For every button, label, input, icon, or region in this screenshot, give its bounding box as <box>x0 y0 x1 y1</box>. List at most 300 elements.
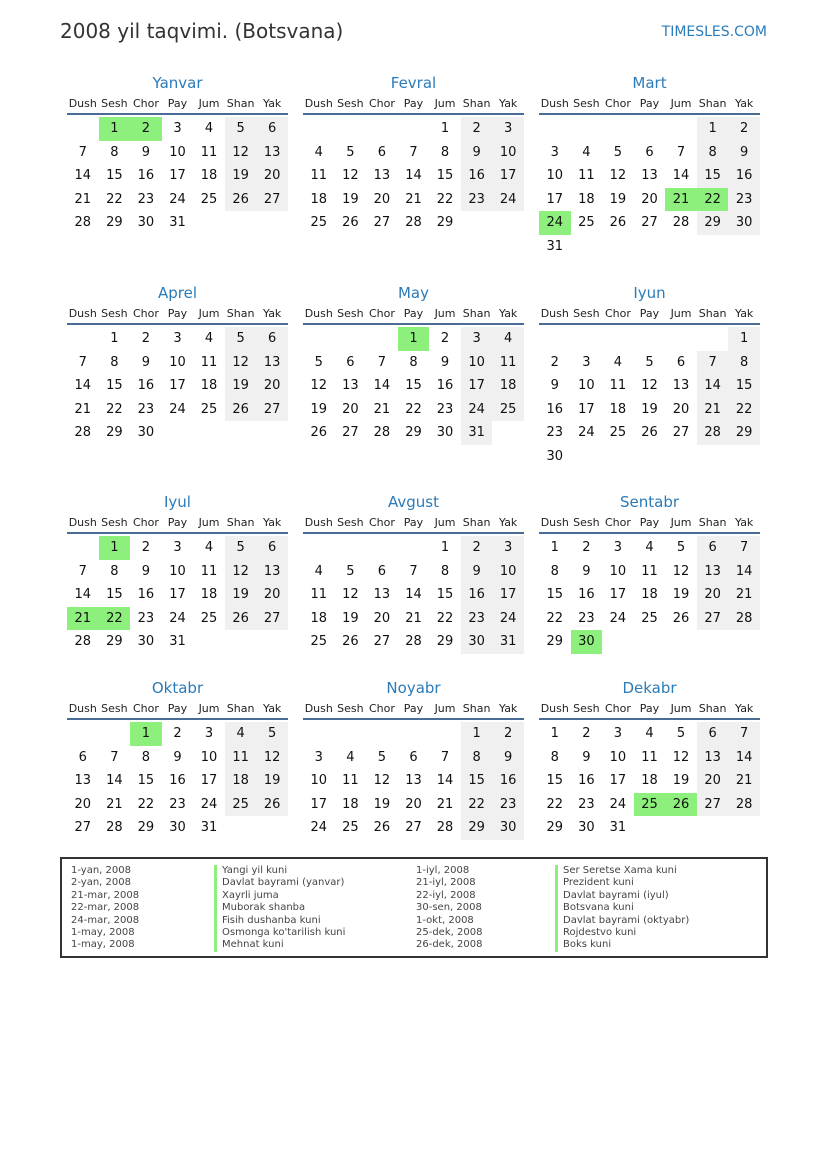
empty-cell <box>335 117 367 141</box>
weekday-label: Shan <box>698 515 727 529</box>
day-cell: 15 <box>728 374 760 398</box>
day-cell: 2 <box>440 331 450 346</box>
day-cell: 16 <box>492 769 524 793</box>
weekday-label: Dush <box>540 515 569 529</box>
month-name: Oktabr <box>151 679 204 697</box>
week-row <box>303 117 524 141</box>
weekday-header <box>539 512 760 534</box>
week-row <box>67 630 288 654</box>
day-cell: 18 <box>342 796 359 812</box>
month-iyun <box>539 283 760 468</box>
empty-cell <box>697 235 729 259</box>
weekday-label: Chor <box>132 515 159 529</box>
week-row <box>303 607 524 631</box>
day-cell: 17 <box>609 773 627 788</box>
day-cell: 28 <box>728 607 760 631</box>
day-cell: 31 <box>609 820 627 835</box>
weekday-header <box>303 698 524 720</box>
day-cell: 24 <box>578 425 595 440</box>
day-cell: 7 <box>377 354 387 370</box>
day-cell: 10 <box>169 354 186 370</box>
day-cell: 15 <box>405 378 422 393</box>
weekday-label: Jum <box>670 515 692 529</box>
legend-date: 25-dek, 2008 <box>416 926 483 938</box>
day-cell: 13 <box>697 560 729 584</box>
day-cell: 18 <box>310 610 328 626</box>
week-row <box>67 536 288 560</box>
day-cell: 15 <box>697 164 729 188</box>
empty-cell <box>665 816 697 840</box>
day-cell: 17 <box>169 587 186 602</box>
day-cell: 20 <box>697 583 729 607</box>
day-cell: 22 <box>436 610 454 626</box>
day-cell: 6 <box>676 354 686 370</box>
day-cell: 18 <box>578 191 595 207</box>
week-row <box>67 607 288 631</box>
weekday-label: Sesh <box>337 306 364 320</box>
empty-cell <box>571 117 603 141</box>
day-cell: 23 <box>546 425 564 440</box>
day-cell: 7 <box>728 722 760 746</box>
day-cell: 3 <box>613 726 623 741</box>
day-cell: 25 <box>310 215 328 230</box>
weekday-header <box>67 698 288 720</box>
day-cell: 25 <box>634 793 666 817</box>
week-row <box>303 164 524 188</box>
day-cell: 8 <box>409 354 418 370</box>
day-cell: 27 <box>672 425 690 440</box>
empty-cell <box>602 235 634 259</box>
day-cell: 15 <box>546 773 564 788</box>
empty-cell <box>634 235 666 259</box>
empty-cell <box>602 445 634 469</box>
day-cell: 8 <box>550 749 559 765</box>
day-cell: 27 <box>74 820 92 835</box>
day-cell: 25 <box>578 215 595 230</box>
empty-cell <box>634 816 666 840</box>
month-name: Noyabr <box>386 679 441 697</box>
day-cell: 2 <box>492 722 524 746</box>
empty-cell <box>193 421 225 445</box>
weekday-label: Dush <box>68 515 97 529</box>
day-cell: 27 <box>342 425 359 440</box>
weekday-label: Sesh <box>101 515 128 529</box>
day-cell: 4 <box>225 722 257 746</box>
weekday-label: Dush <box>304 515 333 529</box>
day-cell: 23 <box>578 610 595 626</box>
empty-cell <box>303 536 335 560</box>
day-cell: 29 <box>436 215 454 230</box>
empty-cell <box>366 327 398 351</box>
day-cell: 19 <box>310 401 328 417</box>
day-cell: 4 <box>314 144 323 160</box>
day-cell: 5 <box>346 563 355 579</box>
weekday-label: Yak <box>498 306 518 320</box>
weekday-label: Shan <box>462 306 491 320</box>
day-cell: 14 <box>436 773 454 788</box>
day-cell: 6 <box>645 144 654 160</box>
day-cell: 27 <box>697 793 729 817</box>
day-cell: 28 <box>672 215 690 230</box>
day-cell: 22 <box>99 607 131 631</box>
weekday-label: Sesh <box>337 701 364 715</box>
week-row <box>539 746 760 770</box>
month-aprel <box>67 283 288 445</box>
day-cell: 4 <box>204 121 214 136</box>
empty-cell <box>256 816 288 840</box>
day-cell: 17 <box>169 378 186 393</box>
day-cell: 8 <box>110 563 119 579</box>
weekday-label: Shan <box>462 96 491 110</box>
day-cell: 4 <box>204 331 214 346</box>
legend-holiday-name: Yangi yil kuni <box>214 865 345 877</box>
day-cell: 22 <box>728 398 760 422</box>
week-row <box>539 211 760 235</box>
legend-date: 1-iyl, 2008 <box>416 865 470 876</box>
weekday-label: Shan <box>462 701 491 715</box>
month-name: Avgust <box>388 493 439 511</box>
month-mart <box>539 73 760 258</box>
day-cell: 4 <box>613 354 623 370</box>
day-cell: 20 <box>342 401 359 417</box>
day-cell: 5 <box>613 144 623 160</box>
weekday-label: Pay <box>403 306 424 320</box>
day-cell: 30 <box>169 820 186 835</box>
day-cell: 21 <box>405 610 422 626</box>
day-cell: 26 <box>225 188 257 212</box>
week-row <box>67 351 288 375</box>
day-cell: 7 <box>440 749 450 765</box>
weekday-label: Shan <box>226 96 255 110</box>
day-cell: 19 <box>225 164 257 188</box>
weekday-label: Jum <box>198 96 220 110</box>
day-cell: 24 <box>310 820 328 835</box>
weekday-label: Dush <box>540 306 569 320</box>
empty-cell <box>366 536 398 560</box>
day-cell: 13 <box>256 141 288 165</box>
day-cell: 20 <box>256 374 288 398</box>
day-cell: 22 <box>461 793 493 817</box>
day-cell: 16 <box>137 587 155 602</box>
day-cell: 14 <box>728 746 760 770</box>
legend-holiday-name: Davlat bayrami (yanvar) <box>214 877 345 889</box>
week-row <box>67 421 288 445</box>
day-cell: 11 <box>200 563 218 579</box>
week-row <box>539 630 760 654</box>
day-cell: 16 <box>137 168 155 183</box>
weekday-label: Pay <box>639 96 660 110</box>
day-cell: 24 <box>169 401 186 417</box>
week-row <box>539 536 760 560</box>
weekday-label: Yak <box>262 96 282 110</box>
day-cell: 27 <box>697 607 729 631</box>
empty-cell <box>99 722 131 746</box>
weekday-label: Jum <box>434 515 456 529</box>
day-cell: 16 <box>436 378 454 393</box>
weekday-label: Yak <box>262 701 282 715</box>
month-may <box>303 283 524 445</box>
holiday-legend <box>60 857 768 958</box>
day-cell: 25 <box>609 425 627 440</box>
day-cell: 18 <box>310 191 328 207</box>
week-row <box>303 421 524 445</box>
day-cell: 18 <box>641 773 658 788</box>
day-cell: 13 <box>256 351 288 375</box>
day-cell: 29 <box>697 211 729 235</box>
day-cell: 7 <box>78 354 87 370</box>
day-cell: 19 <box>342 610 359 626</box>
week-row <box>67 164 288 188</box>
day-cell: 10 <box>200 749 218 765</box>
day-cell: 14 <box>405 168 422 183</box>
day-cell: 6 <box>256 117 288 141</box>
day-cell: 8 <box>110 144 119 160</box>
month-iyul <box>67 492 288 654</box>
day-cell: 19 <box>672 773 690 788</box>
legend-holiday-name: Botsvana kuni <box>555 902 689 914</box>
day-cell: 10 <box>169 563 186 579</box>
legend-holiday-name: Davlat bayrami (oktyabr) <box>555 915 689 927</box>
legend-holiday-name: Boks kuni <box>555 939 689 951</box>
empty-cell <box>303 722 335 746</box>
day-cell: 15 <box>461 769 493 793</box>
day-cell: 15 <box>436 587 454 602</box>
weekday-label: Sesh <box>101 96 128 110</box>
empty-cell <box>398 722 430 746</box>
day-cell: 29 <box>546 634 564 649</box>
day-cell: 2 <box>582 540 591 555</box>
day-cell: 23 <box>461 188 493 212</box>
empty-cell <box>461 211 493 235</box>
empty-cell <box>697 630 729 654</box>
month-name: Mart <box>632 74 667 92</box>
legend-holiday-name: Ser Seretse Xama kuni <box>555 865 689 877</box>
day-cell: 5 <box>225 117 257 141</box>
legend-date: 1-yan, 2008 <box>71 865 131 876</box>
day-cell: 29 <box>728 421 760 445</box>
day-cell: 19 <box>609 191 627 207</box>
empty-cell <box>193 630 225 654</box>
day-cell: 14 <box>74 587 92 602</box>
week-row <box>539 235 760 259</box>
weekday-header <box>303 93 524 115</box>
day-cell: 11 <box>578 168 595 183</box>
day-cell: 13 <box>405 773 422 788</box>
empty-cell <box>67 327 99 351</box>
day-cell: 27 <box>373 634 391 649</box>
empty-cell <box>67 117 99 141</box>
week-row <box>539 560 760 584</box>
empty-cell <box>67 722 99 746</box>
empty-cell <box>398 117 430 141</box>
week-row <box>303 536 524 560</box>
day-cell: 20 <box>74 796 92 812</box>
empty-cell <box>571 235 603 259</box>
day-cell: 24 <box>609 796 627 812</box>
day-cell: 20 <box>256 583 288 607</box>
day-cell: 8 <box>440 144 450 160</box>
month-dekabr <box>539 678 760 840</box>
day-cell: 8 <box>440 563 450 579</box>
day-cell: 24 <box>539 211 571 235</box>
day-cell: 5 <box>676 726 686 741</box>
weekday-label: Pay <box>403 515 424 529</box>
day-cell: 29 <box>461 816 493 840</box>
day-cell: 23 <box>169 796 186 812</box>
weekday-label: Shan <box>226 701 255 715</box>
weekday-label: Jum <box>198 306 220 320</box>
weekday-label: Pay <box>167 515 188 529</box>
day-cell: 27 <box>256 398 288 422</box>
day-cell: 5 <box>256 722 288 746</box>
day-cell: 17 <box>578 401 595 417</box>
day-cell: 1 <box>550 726 559 741</box>
day-cell: 4 <box>204 540 214 555</box>
day-cell: 4 <box>314 563 323 579</box>
empty-cell <box>366 722 398 746</box>
day-cell: 2 <box>130 117 162 141</box>
day-cell: 16 <box>169 773 186 788</box>
day-cell: 27 <box>256 188 288 212</box>
day-cell: 30 <box>492 816 524 840</box>
day-cell: 10 <box>578 378 595 393</box>
day-cell: 9 <box>440 354 450 370</box>
day-cell: 9 <box>173 749 182 765</box>
weekday-header <box>539 698 760 720</box>
week-row <box>539 117 760 141</box>
day-cell: 6 <box>78 749 87 765</box>
day-cell: 14 <box>74 168 92 183</box>
week-row <box>67 769 288 793</box>
day-cell: 11 <box>310 168 328 183</box>
day-cell: 3 <box>492 117 524 141</box>
empty-cell <box>634 117 666 141</box>
weekday-label: Chor <box>368 306 395 320</box>
day-cell: 20 <box>697 769 729 793</box>
week-row <box>67 117 288 141</box>
week-row <box>539 769 760 793</box>
day-cell: 1 <box>110 331 119 346</box>
weekday-label: Dush <box>304 701 333 715</box>
month-yanvar <box>67 73 288 235</box>
day-cell: 4 <box>645 726 654 741</box>
day-cell: 24 <box>461 398 493 422</box>
weekday-label: Shan <box>698 96 727 110</box>
day-cell: 19 <box>256 769 288 793</box>
day-cell: 3 <box>550 144 559 160</box>
brand-link[interactable]: TIMESLES.COM <box>661 24 767 40</box>
day-cell: 13 <box>74 773 92 788</box>
day-cell: 14 <box>728 560 760 584</box>
day-cell: 26 <box>342 215 359 230</box>
day-cell: 4 <box>582 144 591 160</box>
day-cell: 22 <box>436 191 454 207</box>
week-row <box>539 164 760 188</box>
day-cell: 21 <box>74 401 92 417</box>
week-row <box>303 374 524 398</box>
day-cell: 15 <box>106 587 123 602</box>
empty-cell <box>335 722 367 746</box>
day-cell: 28 <box>405 215 422 230</box>
day-cell: 27 <box>405 820 422 835</box>
weekday-header <box>67 303 288 325</box>
day-cell: 22 <box>546 796 564 812</box>
day-cell: 1 <box>550 540 559 555</box>
day-cell: 14 <box>405 587 422 602</box>
day-cell: 18 <box>641 587 658 602</box>
day-cell: 7 <box>676 144 686 160</box>
day-cell: 14 <box>373 378 391 393</box>
week-row <box>539 722 760 746</box>
day-cell: 16 <box>578 773 595 788</box>
day-cell: 2 <box>173 726 182 741</box>
week-row <box>303 188 524 212</box>
weekday-label: Pay <box>639 515 660 529</box>
empty-cell <box>492 211 524 235</box>
empty-cell <box>602 117 634 141</box>
empty-cell <box>634 630 666 654</box>
empty-cell <box>634 327 666 351</box>
day-cell: 13 <box>641 168 658 183</box>
day-cell: 26 <box>609 215 627 230</box>
week-row <box>303 630 524 654</box>
weekday-label: Chor <box>604 515 631 529</box>
legend-dates-right <box>416 865 482 952</box>
day-cell: 29 <box>137 820 155 835</box>
day-cell: 23 <box>461 607 493 631</box>
empty-cell <box>665 327 697 351</box>
day-cell: 5 <box>225 536 257 560</box>
legend-date: 26-dek, 2008 <box>416 939 483 951</box>
weekday-label: Dush <box>68 306 97 320</box>
week-row <box>539 421 760 445</box>
day-cell: 15 <box>106 378 123 393</box>
day-cell: 19 <box>225 374 257 398</box>
weekday-label: Sesh <box>101 306 128 320</box>
weekday-label: Dush <box>304 306 333 320</box>
weekday-label: Chor <box>604 306 631 320</box>
day-cell: 23 <box>137 401 155 417</box>
weekday-label: Chor <box>132 306 159 320</box>
day-cell: 31 <box>461 421 493 445</box>
day-cell: 23 <box>137 191 155 207</box>
legend-date: 1-may, 2008 <box>71 926 135 938</box>
day-cell: 11 <box>641 563 658 579</box>
legend-date: 1-may, 2008 <box>71 939 135 951</box>
day-cell: 7 <box>697 351 729 375</box>
week-row <box>303 816 524 840</box>
day-cell: 1 <box>99 117 131 141</box>
legend-date: 22-mar, 2008 <box>71 902 140 914</box>
weekday-label: Sesh <box>573 306 600 320</box>
day-cell: 30 <box>137 215 155 230</box>
day-cell: 19 <box>641 401 658 417</box>
week-row <box>539 583 760 607</box>
weekday-label: Jum <box>670 701 692 715</box>
day-cell: 1 <box>99 536 131 560</box>
day-cell: 18 <box>225 769 257 793</box>
day-cell: 17 <box>200 773 218 788</box>
day-cell: 18 <box>200 168 218 183</box>
week-row <box>303 398 524 422</box>
weekday-label: Pay <box>167 701 188 715</box>
day-cell: 26 <box>672 610 690 626</box>
empty-cell <box>665 445 697 469</box>
day-cell: 13 <box>697 746 729 770</box>
day-cell: 5 <box>225 327 257 351</box>
day-cell: 21 <box>436 796 454 812</box>
day-cell: 25 <box>200 191 218 207</box>
